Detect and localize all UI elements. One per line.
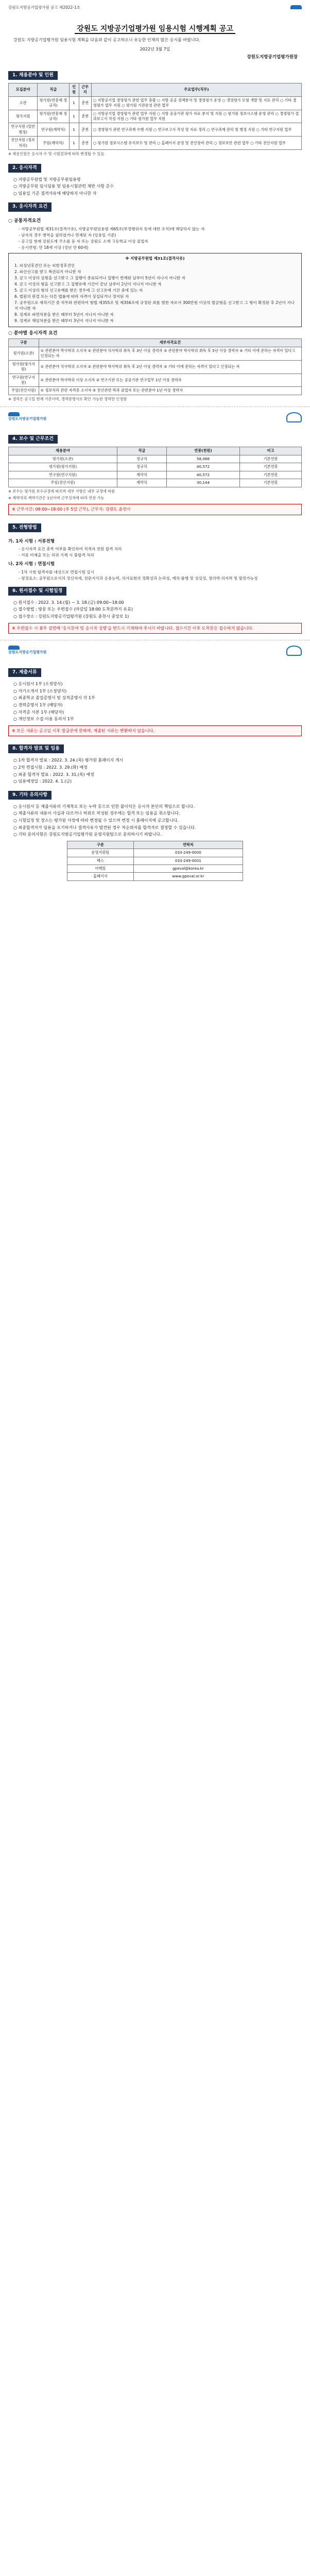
note-item: ※ 보수는 평가원 보수규정에 따르며 세부 사항은 내부 규정에 따름 (8, 488, 115, 494)
column-header: 직급 (117, 447, 166, 455)
contact-label: 팩스 (67, 857, 134, 865)
list-item: ○ 2차 면접시험 : 2022. 3. 29.(화) 예정 (13, 765, 88, 770)
column-header: 주요업무(직무) (91, 83, 301, 96)
list-item: - 평정요소: 공무원으로서의 정신자세, 전문지식과 응용능력, 의사표현의 정확성과 논리성, 예의·품행 및 성실성, 창의력·의지력 및 발전가능성 (19, 575, 258, 581)
column-header: 직급 (38, 83, 69, 96)
mail-notice-alert: ※ 우편접수 시 봉투 겉면에 '응시분야 및 응시자 성명'을 반드시 기재하여 주시기 바랍니다. 접수기간 이후 도착분은 접수하지 않습니다. (8, 623, 302, 634)
list-item: 4. 금고 이상의 형을 선고받고 그 집행유예 기간이 끝난 날부터 2년이 지나지 아니한 자 (14, 282, 162, 287)
place-cell: 춘천 (79, 96, 91, 110)
note-item: ※ 계약직의 계약기간은 1년이며 근무실적에 따라 연장 가능 (8, 495, 105, 500)
table-row (9, 123, 302, 137)
section-9-heading: 9. 기타 유의사항 (8, 791, 51, 800)
remark-cell: 기본연봉 (240, 471, 302, 479)
grade-cell: 정규직 (117, 455, 166, 463)
list-item: ○ 경력증명서 1부 (해당자) (13, 702, 63, 707)
field-cell: 연구지원 (일반행정) (9, 123, 38, 137)
duty-cell: ○ 지방공기업 경영평가 관련 업무 지원 ○ 지방 공공기관 평가 자료 분석 및 지원 ○ 평가원 정보시스템 운영 관리 ○ 경영평가 결과보고서 작성 지원 ○ 기타 평가원 업무 지원 (91, 110, 301, 123)
grade-cell: 평가원(연봉제 정규직) (38, 110, 69, 123)
page-header (8, 5, 302, 23)
column-header: 연락처 (133, 841, 243, 849)
list-item: ○ 접수방법 : 방문 또는 우편접수 (마감일 18:00 도착분까지 유효) (13, 607, 133, 612)
column-header: 근무지 (79, 83, 91, 96)
section-3-heading: 3. 응시자격 요건 (8, 202, 51, 211)
page-header-2 (8, 412, 302, 430)
list-item: - 지방공무원법 제31조(결격사유), 지방공무원임용령 제65조(부정행위자 등에 대한 조치)에 해당하지 않는 자 (19, 226, 205, 231)
contact-label: 홈페이지 (67, 873, 134, 880)
table-row (9, 347, 302, 360)
page-1 (0, 0, 310, 406)
org-logo (290, 5, 302, 9)
list-item: ○ 최종합격자가 임용을 포기하거나 결격사유가 발견된 경우 차순위자를 합격자로 결정할 수 있습니다. (13, 825, 196, 830)
field-name-cell: 평가원(평가지원) (9, 360, 39, 374)
grade-cell: 주임(계약직) (38, 137, 69, 150)
list-item: 1. 피성년후견인 또는 피한정후견인 (14, 263, 75, 268)
list-item: ○ 원서접수 : 2022. 3. 14.(월) ~ 3. 18.(금) 09:00~18:00 (13, 600, 124, 605)
disqualification-title: ※ 지방공무원법 제31조(결격사유) (125, 256, 185, 261)
list-item: ○ 자기소개서 1부 (소정양식) (13, 688, 67, 693)
list-item: ○ 시험일정 및 장소는 평가원 사정에 따라 변경될 수 있으며 변경 시 홈페이지에 공고합니다. (13, 818, 179, 823)
field-name-cell: 평가원(소관) (9, 347, 39, 360)
table-row (9, 96, 302, 110)
section-7-heading: 7. 제출서류 (8, 668, 41, 677)
salary-cell: 58,066 (166, 455, 239, 463)
count-cell: 1 (69, 110, 79, 123)
grade-cell: 정규직 (117, 463, 166, 471)
page-header-3 (8, 646, 302, 663)
field-cell: 평가지원 (9, 110, 38, 123)
list-item: ○ 임용예정일 : 2022. 4. 1.(금) (13, 779, 72, 784)
field-requirements-table (8, 338, 302, 395)
column-header: 연봉(천원) (166, 447, 239, 455)
disqualification-box (8, 253, 302, 328)
list-item: 6. 법원의 판결 또는 다른 법률에 따라 자격이 상실되거나 정지된 자 (14, 294, 129, 299)
table-row (9, 360, 302, 374)
list-item: ○ 지방공무원 임시임용 및 임용시험관련 제반 사항 준수 (13, 184, 114, 189)
duty-cell: ○ 경영평가 관련 연구과제 수행 지원 ○ 연구보고서 작성 및 자료 정리 ○ 연구과제 관리 및 행정 지원 ○ 기타 연구지원 업무 (91, 123, 301, 137)
table-row (67, 865, 243, 873)
remark-cell: 기본연봉 (240, 463, 302, 471)
recruitment-table (8, 83, 302, 150)
list-item: 9. 징계로 해임처분을 받은 때부터 3년이 지나지 아니한 자 (14, 318, 114, 324)
list-item: ○ 접수장소 : 강원도지방공기업평가원 (강원도 춘천시 중앙로 1) (13, 614, 129, 619)
table-row (9, 455, 302, 463)
count-cell: 1 (69, 137, 79, 150)
logo-mark-icon (8, 646, 20, 650)
logo-mark-icon (8, 412, 20, 416)
list-item: - 서류 미제출 또는 허위 기재 시 불합격 처리 (19, 553, 94, 558)
section-8-heading: 8. 합격자 발표 및 임용 (8, 744, 64, 753)
grade-cell: 계약직 (117, 471, 166, 479)
logo-mark-icon (290, 5, 302, 9)
intro-text: 강원도 지방공기업평가원 임용시험 계획을 다음과 같이 공고하오니 유능한 인재의 많은 응시를 바랍니다. (13, 38, 200, 43)
list-item: - 공고일 현재 강원도에 주소를 둔 자 또는 강원도 소재 고등학교 이상 졸업자 (19, 239, 148, 244)
contact-value: www.gpeval.or.kr (133, 873, 243, 880)
list-item: ○ 최종 합격자 발표 : 2022. 3. 31.(목) 예정 (13, 772, 94, 777)
list-item: 5. 금고 이상의 형의 선고유예를 받은 경우에 그 선고유예 기간 중에 있는 자 (14, 288, 143, 293)
list-item: - 응시자격 요건 충족 여부를 확인하여 적격자 전원 합격 처리 (19, 547, 122, 552)
column-header: 구분 (67, 841, 134, 849)
list-item: ○ 개인정보 수집·이용 동의서 1부 (13, 717, 74, 722)
remark-cell: 기본연봉 (240, 479, 302, 487)
table-row (9, 137, 302, 150)
column-header: 인원 (69, 83, 79, 96)
column-header: 구분 (9, 339, 39, 347)
place-cell: 춘천 (79, 123, 91, 137)
requirement-cell: ① 관련분야 석사학위 소지자 ② 관련분야 학사학위 취득 후 2년 이상 경력자 ③ 기타 이에 준하는 자격이 있다고 인정되는 자 (39, 360, 301, 374)
field-cell: 평가원(평가지원) (9, 463, 117, 471)
subsection-title: 나. 2차 시험 : 면접시험 (8, 562, 55, 567)
contact-value: 033-249-0000 (133, 849, 243, 857)
field-cell: 전산지원 (정보처리) (9, 137, 38, 150)
table-row (9, 463, 302, 471)
field-name-cell: 연구원(연구지원) (9, 374, 39, 387)
duty-cell: ○ 평가원 정보시스템 유지보수 및 관리 ○ 홈페이지 운영 및 전산장비 관리 ○ 정보보안 관련 업무 ○ 기타 전산지원 업무 (91, 137, 301, 150)
count-cell: 1 (69, 96, 79, 110)
list-item: 8. 징계로 파면처분을 받은 때부터 5년이 지나지 아니한 자 (14, 312, 114, 317)
logo-text: 강원도지방공기업평가원 (8, 417, 47, 421)
salary-cell: 40,572 (166, 471, 239, 479)
place-cell: 춘천 (79, 137, 91, 150)
page-3 (0, 640, 310, 886)
list-item: ○ 지방공무원법 및 지방공무원임용령 (13, 177, 81, 182)
contact-value: gpeval@korea.kr (133, 865, 243, 873)
emblem-icon (286, 412, 302, 422)
grade-cell: 연구원(계약직) (38, 123, 69, 137)
list-item: 3. 금고 이상의 실형을 선고받고 그 집행이 종료되거나 집행이 면제된 날부터 5년이 지나지 아니한 자 (14, 276, 185, 281)
field-name-cell: 주임(전산지원) (9, 387, 39, 395)
page-title: 강원도 지방공기업평가원 임용시험 시행계획 공고 (8, 24, 302, 34)
salary-table (8, 447, 302, 487)
section-1-heading: 1. 채용분야 및 인원 (8, 71, 58, 80)
contact-value: 033-249-0001 (133, 857, 243, 865)
list-item: 7. 공무원으로 재직기간 중 직무와 관련하여 형법 제355조 및 제356조에 규정된 죄를 범한 자로서 300만원 이상의 벌금형을 선고받고 그 형이 확정된 후 2년이 지나지 아니한 자 (14, 300, 295, 311)
list-item: ○ 기타 문의사항은 강원도지방공기업평가원 운영지원팀으로 문의하시기 바랍니다. (13, 832, 162, 837)
list-item: ○ 임용일 기준 결격사유에 해당하지 아니한 자 (13, 191, 97, 196)
list-item: - 1차 시험 합격자를 대상으로 면접시험 실시 (19, 569, 94, 574)
org-logo-3 (8, 646, 46, 655)
grade-cell: 평가원(연봉제 정규직) (38, 96, 69, 110)
list-item: ○ 1차 합격자 발표 : 2022. 3. 24.(목) 평가원 홈페이지 게시 (13, 758, 124, 763)
field-requirements-title: ○ 분야별 응시자격 요건 (8, 331, 58, 336)
emblem-icon (286, 646, 302, 656)
logo-text: 강원도지방공기업평가원 (8, 650, 47, 655)
field-cell: 연구원(연구지원) (9, 471, 117, 479)
notice-number: 강원도지방공기업평가원 공고 제2022-1호 (8, 5, 81, 10)
work-condition-alert: ※ 근무시간: 09:00~18:00 (주 5일 근무), 근무지: 강원도 춘천시 (8, 504, 302, 515)
section-4-heading: 4. 보수 및 근무조건 (8, 435, 58, 444)
salary-cell: 30,144 (166, 479, 239, 487)
list-item: ○ 응시원서 등 제출서류의 기재착오 또는 누락 등으로 인한 불이익은 응시자 본인의 책임으로 합니다. (13, 804, 195, 809)
column-header: 채용분야 (9, 447, 117, 455)
page-2 (0, 406, 310, 640)
field-requirements-note: ※ 경력은 공고일 현재 기준이며, 경력증명서로 확인 가능한 경력만 인정함 (8, 396, 127, 401)
grade-cell: 계약직 (117, 479, 166, 487)
requirement-cell: ① 관련분야 박사학위 소지자 ② 관련분야 석사학위 취득 후 3년 이상 경력자 ③ 관련분야 학사학위 취득 후 5년 이상 경력자 ④ 기타 이에 준하는 자격이 있다고 인정되는 자 (39, 347, 301, 360)
field-cell: 소관 (9, 96, 38, 110)
issuer-name: 강원도지방공기업평가원장 (247, 55, 298, 60)
list-item: - 응시연령: 만 18세 이상 (정년 만 60세) (19, 245, 89, 250)
count-cell: 1 (69, 123, 79, 137)
remark-cell: 기본연봉 (240, 455, 302, 463)
field-cell: 주임(전산지원) (9, 479, 117, 487)
table-row (9, 110, 302, 123)
column-header: 비고 (240, 447, 302, 455)
list-item: - 남자의 경우 병역을 필하였거나 면제된 자 (임용일 기준) (19, 232, 116, 238)
place-cell: 춘천 (79, 110, 91, 123)
org-logo-2 (8, 412, 46, 421)
column-header: 모집분야 (9, 83, 38, 96)
notice-date: 2022년 3월 7일 (140, 46, 170, 52)
salary-cell: 40,572 (166, 463, 239, 471)
contact-label: 이메일 (67, 865, 134, 873)
table-row (67, 873, 243, 880)
section-1-note: ※ 채용인원은 응시자 수 및 시험결과에 따라 변경될 수 있음 (8, 151, 105, 157)
section-2-heading: 2. 응시자격 (8, 164, 41, 173)
list-item: ○ 응시원서 1부 (소정양식) (13, 682, 63, 687)
documents-note-alert: ※ 모든 서류는 공고일 이후 발급분에 한하며, 제출된 서류는 반환하지 않습니다. (8, 725, 302, 737)
column-header: 세부자격요건 (39, 339, 301, 347)
requirement-cell: ① 정보처리 관련 자격증 소지자 ② 전산관련 학과 졸업자 또는 관련분야 1년 이상 경력자 (39, 387, 301, 395)
table-row (9, 471, 302, 479)
table-row (67, 849, 243, 857)
table-row (67, 857, 243, 865)
list-item: 2. 파산선고를 받고 복권되지 아니한 자 (14, 269, 81, 275)
field-cell: 평가원(소관) (9, 455, 117, 463)
section-6-heading: 6. 원서접수 및 시험일정 (8, 587, 66, 596)
list-item: ○ 자격증 사본 1부 (해당자) (13, 709, 64, 715)
list-item: ○ 제출서류의 내용이 사실과 다르거나 허위로 작성된 경우에는 합격 또는 임용을 취소합니다. (13, 811, 180, 816)
contact-table (67, 841, 243, 881)
contact-label: 운영지원팀 (67, 849, 134, 857)
subsection-title: 가. 1차 시험 : 서류전형 (8, 539, 55, 545)
section-5-heading: 5. 전형방법 (8, 523, 41, 532)
duty-cell: ○ 지방공기업 경영평가 관련 업무 총괄 ○ 지방 공공 정책분석 및 경영평가 운영 ○ 경영평가 모형 개발 및 지표 관리 ○ 기타 경영평가 업무 지원 ○ 평가원 기관운영 관련 업무 (91, 96, 301, 110)
common-requirements-title: ○ 공통자격요건 (8, 218, 41, 224)
table-row (9, 387, 302, 395)
table-row (9, 374, 302, 387)
requirement-cell: ① 관련분야 학사학위 이상 소지자 ② 연구기관 또는 공공기관 연구업무 1년 이상 경력자 (39, 374, 301, 387)
table-row (9, 479, 302, 487)
list-item: ○ 최종학교 졸업증명서 및 성적증명서 각 1부 (13, 696, 95, 701)
